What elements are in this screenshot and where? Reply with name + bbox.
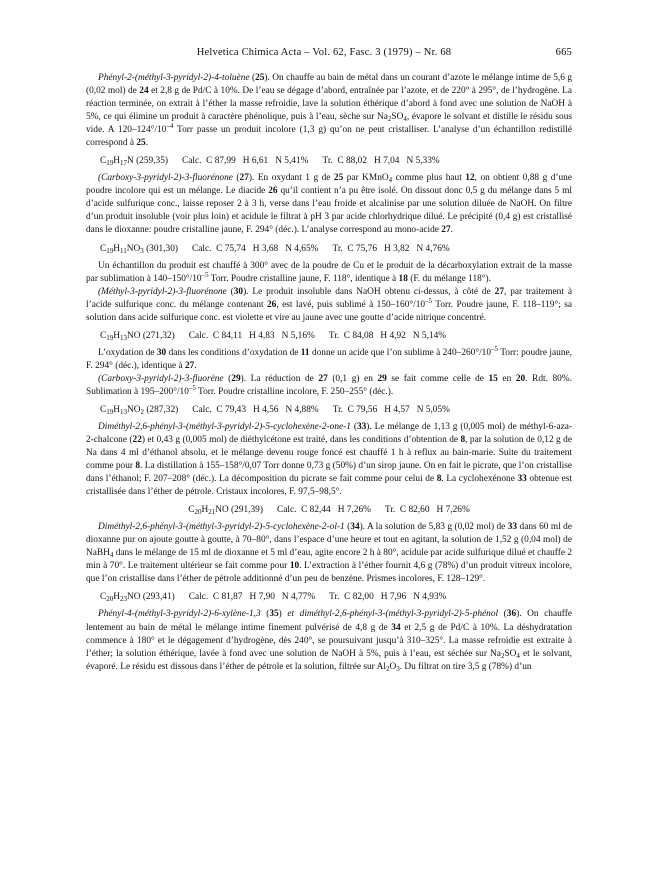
elemental-analysis-line — [86, 503, 572, 517]
article-body — [86, 72, 572, 674]
paragraph: (Méthyl-3-pyridyl-2)-3-fluorénone (30). Le produit insoluble dans NaOH obtenu ci-dessus, à côté de 27, par traitement à l’acide sulfurique conc. du mélange contenant 26, est lavé, puis sublimé à $150-160^\circ/10^{-5}$ Torr. Poudre jaune, F. 118–119°; sa solution dans acide sulfurique conc. est violette et vire au jaune avec une goutte d’acide nitrique concentré. — [86, 286, 572, 323]
paragraph: (Carboxy-3-pyridyl-2)-3-fluorénone (27). En oxydant 1 g de 25 par KMnO$_4$ comme plus haut 12, on obtient 0,88 g d’une poudre incolore qui est un mélange. Le diacide 26 qu’il contient n’a pu être isolé. On dissout donc 0,5 g du mélange dans 5 ml d’acide sulfurique conc., laisse reposer 2 à 3 h, verse dans l’eau froide et alcalinise par une solution diluée de NaOH. On filtre d’un produit insoluble (voir plus loin) et acidule le filtrat à pH 3 par acide chlorhydrique dilué. Le précipité (0,4 g) est cristallisé dans le dioxanne: poudre cristalline jaune, F. 294° (déc.). L’analyse correspond au mono-acide 27. — [86, 173, 573, 236]
found-values: Tr. C 88,02 H 7,04 N 5,33% — [322, 156, 440, 167]
molecular-formula: $C_{19}H_{13}NO$ (271,32) — [100, 330, 175, 342]
paragraph: Un échantillon du produit est chauffé à 300° avec de la poudre de Cu et le produit de la décarboxylation extrait de la masse par sublimation à $140-150^\circ/10^{-5}$ Torr. Poudre cristalline jaune, F. 118°, identique à 18 (F. du mélange 118°). — [86, 260, 572, 284]
calculated-values: Calc. C 75,74 H 3,68 N 4,65% — [192, 243, 319, 254]
found-values: Tr. C 82,60 H 7,26% — [384, 505, 470, 516]
found-values: Tr. C 75,76 H 3,82 N 4,76% — [332, 243, 450, 254]
found-values: Tr. C 82,00 H 7,96 N 4,93% — [329, 592, 447, 603]
elemental-analysis-line — [86, 590, 572, 604]
calculated-values: Calc. C 82,44 H 7,26% — [276, 505, 371, 516]
paragraph: Phényl-2-(méthyl-3-pyridyl-2)-4-toluène (25). On chauffe au bain de métal dans un courant d’azote le mélange intime de 5,6 g (0,02 mol) de 24 et 2,8 g de Pd/C à 10%. De l’eau se dégage d’abord, entraînée par l’azote, et de 220° à 295°, de l’hydrogène. La réaction terminée, on extrait à l’éther la masse refroidie, lave la solution éthérique d’abord à fond avec une solution de NaOH à 5%, ce qui élimine un produit à caractère phénolique, puis à l’eau, sèche sur $Na_2SO_4$, évapore le solvant et distille le résidu sous vide. A $120-124^\circ/10^{-4}$ Torr passe un produit incolore (1,3 g) qu’on ne peut cristalliser. L’analyse d’un échantillon redistillé correspond à 25. — [86, 73, 573, 149]
molecular-formula: $C_{20}H_{23}NO$ (293,41) — [100, 592, 175, 604]
paragraph: (Carboxy-3-pyridyl-2)-3-fluorène (29). La réduction de 27 (0,1 g) en 29 se fait comme celle de 15 en 20. Rdt. 80%. Sublimation à $195-200^\circ/10^{-5}$ Torr. Poudre cristalline incolore, F. 250–255° (déc.). — [86, 373, 572, 397]
calculated-values: Calc. C 84,11 H 4,83 N 5,16% — [188, 330, 315, 341]
elemental-analysis-line — [86, 403, 572, 417]
elemental-analysis-line — [86, 329, 572, 343]
found-values: Tr. C 79,56 H 4,57 N 5,05% — [332, 404, 450, 415]
calculated-values: Calc. C 81,87 H 7,90 N 4,77% — [188, 592, 316, 603]
paragraph: Phényl-4-(méthyl-3-pyridyl-2)-6-xylène-1,3 (35) et diméthyl-2,6-phényl-3-(méthyl-3-pyridyl-2)-5-phénol (36). On chauffe lentement au bain de métal le mélange intime finement pulvérisé de 4,8 g de 34 et 2,5 g de Pd/C à 10%. La déshydratation commence à 180° et le dégagement d’hydrogène, dès 240°, se poursuivant jusqu’à 310–325°. La masse refroidie est extraite à l’éther; la solution éthérique, lavée à fond avec une solution de NaOH à 5%, puis à l’eau, est séchée sur $Na_2SO_4$ et le solvant, évaporé. Le résidu est dissous dans l’éther de pétrole et la solution, filtrée sur $Al_2O_3$. Du filtrat on tire 3,5 g (78%) d’un — [86, 609, 573, 673]
molecular-formula: $C_{19}H_{11}NO_3$ (301,30) — [100, 243, 178, 255]
molecular-formula: $C_{19}H_{13}NO_2$ (287,32) — [100, 404, 179, 416]
elemental-analysis-line — [86, 154, 572, 168]
calculated-values: Calc. C 79,43 H 4,56 N 4,88% — [192, 404, 319, 415]
paragraph: Diméthyl-2,6-phényl-3-(méthyl-3-pyridyl-2)-5-cyclohexène-2-one-1 (33). Le mélange de 1,13 g (0,005 mol) de méthyl-6-aza-2-chalcone (22) et 0,43 g (0,005 mol) de diéthylcétone est traité, dans les conditions d’obtention de 8, par la solution de 0,12 g de Na dans 4 ml d’éthanol absolu, et le mélange devenu rouge foncé est chauffé 1 h à reflux au bain-marie. Suite du traitement comme pour 8. La distillation à 155–158°/0,07 Torr donne 0,73 g (50%) d’un sirop jaune. On en fait le picrate, que l’on cristallise dans l’éthanol; F. 207–208° (déc.). La décomposition du picrate se fait comme pour celui de 8. La cyclohexénone 33 obtenue est cristallisée dans l’éther de pétrole. Cristaux incolores, F. 97,5–98,5°. — [86, 421, 572, 498]
molecular-formula: $C_{19}H_{17}N$ (259,35) — [100, 156, 168, 168]
journal-title: Helvetica Chimica Acta – Vol. 62, Fasc. 3 (1979) – Nr. 68 — [196, 47, 452, 58]
paragraph: L’oxydation de 30 dans les conditions d’oxydation de 11 donne un acide que l’on sublime à $240-260^\circ/10^{-5}$ Torr: poudre jaune, F. 294° (déc.), identique à 27. — [86, 344, 572, 371]
paragraph: Diméthyl-2,6-phényl-3-(méthyl-3-pyridyl-2)-5-cyclohexène-2-ol-1 (34). A la solution de 5,83 g (0,02 mol) de 33 dans 60 ml de dioxanne pur on ajoute goutte à goutte, à 70–80°, dans l’espace d’une heure et tout en agitant, la solution de 1,52 g (0,04 mol) de NaBH$_4$ dans le mélange de 15 ml de dioxanne et 5 ml d’eau, agite encore 2 h à 80°, acidule par acide sulfurique dilué et chauffe 2 min à 70°. Le traitement ultérieur se fait comme pour 10. L’extraction à l’éther fournit 4,6 g (78%) d’un produit vitreux incolore, que l’on cristallise dans l’éther de pétrole additionné d’un peu de benzène. Prismes incolores, F. 128–129°. — [86, 522, 573, 585]
molecular-formula: $C_{20}H_{21}NO$ (291,39) — [188, 505, 263, 517]
elemental-analysis-line — [86, 242, 572, 256]
running-header — [86, 47, 572, 61]
calculated-values: Calc. C 87,99 H 6,61 N 5,41% — [182, 156, 309, 167]
found-values: Tr. C 84,08 H 4,92 N 5,14% — [328, 330, 447, 341]
page-number: 665 — [555, 47, 572, 58]
